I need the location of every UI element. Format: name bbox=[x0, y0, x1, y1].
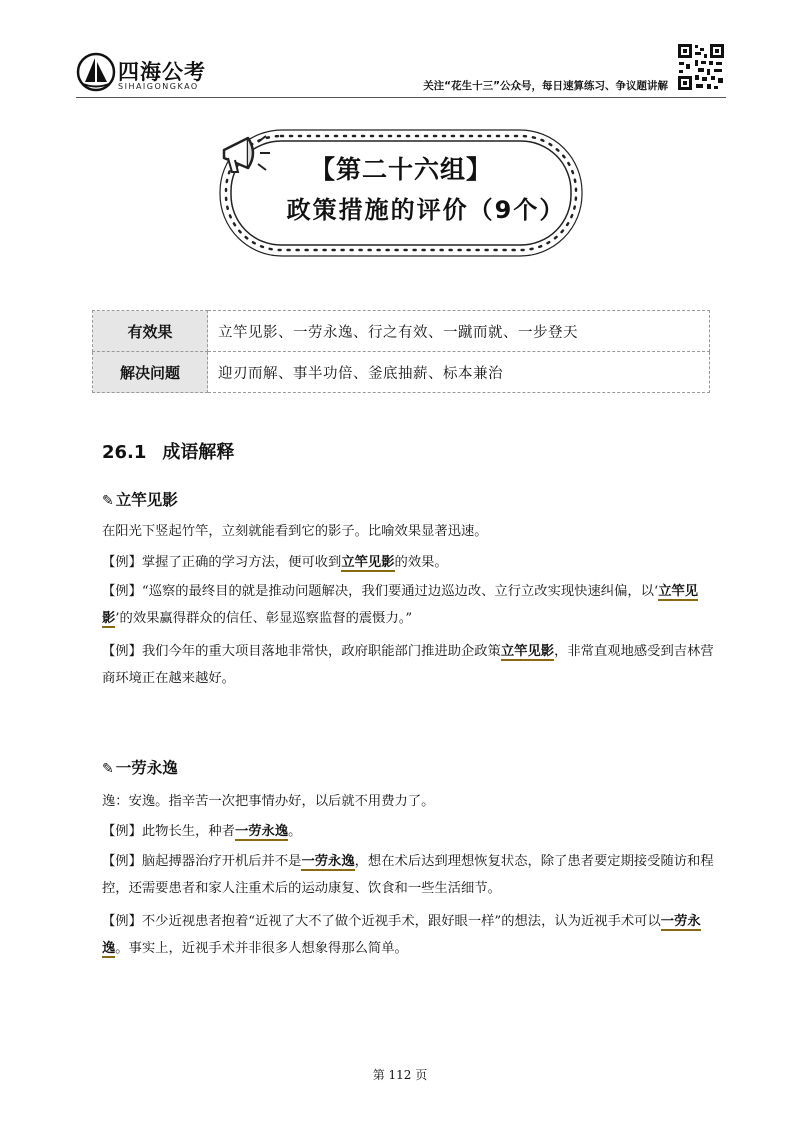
example-text: 。 bbox=[288, 824, 302, 839]
group-title: 【第二十六组】 bbox=[309, 155, 492, 184]
section-number: 26.1 bbox=[102, 442, 147, 463]
qr-code-icon bbox=[676, 42, 726, 92]
example-highlight: 一劳永逸 bbox=[234, 824, 289, 839]
example-text: 【例】我们今年的重大项目落地非常快，政府职能部门推进助企政策 bbox=[102, 644, 501, 659]
idiom-title: 立竿见影 bbox=[115, 491, 178, 509]
brand-title: 四海公考 bbox=[118, 60, 206, 84]
idiom-definition: 在阳光下竖起竹竿，立刻就能看到它的影子。比喻效果显著迅速。 bbox=[102, 524, 488, 539]
pencil-icon: ✎ bbox=[102, 493, 114, 509]
table-row bbox=[93, 352, 710, 393]
header-divider bbox=[76, 97, 726, 98]
example-text: 【例】掌握了正确的学习方法，便可收到 bbox=[102, 555, 342, 570]
example-paragraph bbox=[102, 818, 724, 845]
idiom-definition: 逸：安逸。指辛苦一次把事情办好，以后就不用费力了。 bbox=[102, 794, 435, 809]
example-highlight: 一劳永逸 bbox=[301, 854, 355, 869]
example-paragraph bbox=[102, 638, 724, 692]
summary-table bbox=[92, 310, 710, 393]
example-text: ’的效果赢得群众的信任、彰显巡察监督的震慑力。” bbox=[115, 611, 413, 626]
table-key-cell: 有效果 bbox=[93, 311, 208, 352]
example-highlight: 立竿见影 bbox=[341, 555, 395, 570]
title-banner bbox=[218, 128, 584, 258]
section-heading bbox=[102, 438, 234, 464]
example-text: ，想在术后达到理想恢复状态，除了患者要定期接受随访和程控，还需要患者和家人注重术后的运动康复、饮食和一些生活细节。 bbox=[102, 854, 714, 896]
example-text: 。事实上，近视手术并非很多人想象得那么简单。 bbox=[115, 941, 408, 956]
example-text: 【例】此物长生，种者 bbox=[102, 824, 235, 839]
page-header bbox=[76, 42, 726, 94]
idiom-heading bbox=[102, 488, 178, 510]
example-text: 【例】脑起搏器治疗开机后并不是 bbox=[102, 854, 302, 869]
idiom-heading bbox=[102, 756, 178, 778]
example-text: 的效果。 bbox=[394, 555, 448, 570]
brand-subtitle: SIHAIGONGKAO bbox=[118, 82, 199, 91]
table-value-cell: 迎刃而解、事半功倍、釜底抽薪、标本兼治 bbox=[208, 352, 710, 393]
table-value-cell: 立竿见影、一劳永逸、行之有效、一蹴而就、一步登天 bbox=[208, 311, 710, 352]
example-text: ，非常直观地感受到吉林营商环境正在越来越好。 bbox=[102, 644, 714, 686]
example-highlight: 一劳永逸 bbox=[102, 914, 701, 956]
table-key-cell: 解决问题 bbox=[93, 352, 208, 393]
example-highlight: 立竿见影 bbox=[102, 584, 699, 626]
page-number: 第 112 页 bbox=[372, 1068, 428, 1082]
brand-logo bbox=[76, 52, 276, 92]
header-slogan: 关注“花生十三”公众号，每日速算练习、争议题讲解 bbox=[423, 80, 668, 92]
example-paragraph bbox=[102, 578, 724, 632]
example-highlight: 立竿见影 bbox=[500, 644, 555, 659]
group-subtitle: 政策措施的评价（9个） bbox=[286, 196, 566, 224]
example-paragraph bbox=[102, 848, 724, 902]
example-paragraph bbox=[102, 549, 724, 576]
sailboat-logo-icon bbox=[76, 52, 116, 92]
example-paragraph bbox=[102, 908, 724, 962]
example-text: 【例】不少近视患者抱着“近视了大不了做个近视手术，跟好眼一样”的想法，认为近视手术可以 bbox=[102, 914, 661, 929]
example-text: 【例】“巡察的最终目的就是推动问题解决，我们要通过边巡边改、立行立改实现快速纠偏，以‘ bbox=[102, 584, 659, 599]
table-row bbox=[93, 311, 710, 352]
idiom-title: 一劳永逸 bbox=[115, 759, 178, 777]
pencil-icon: ✎ bbox=[102, 761, 114, 777]
section-title: 成语解释 bbox=[162, 442, 235, 463]
